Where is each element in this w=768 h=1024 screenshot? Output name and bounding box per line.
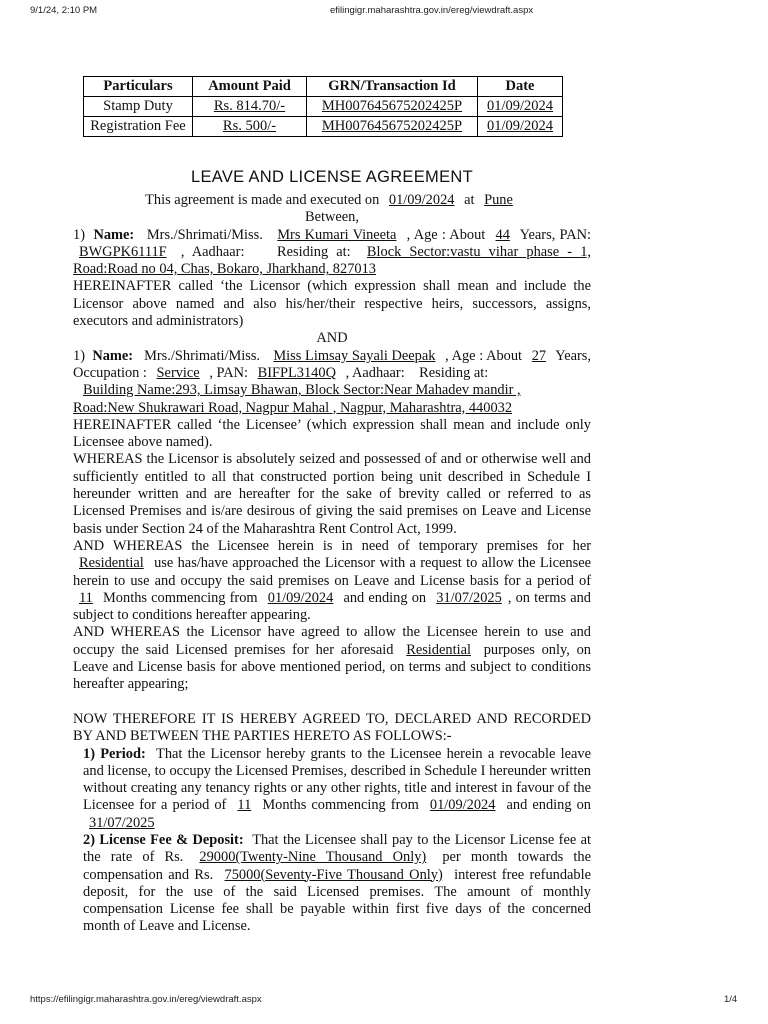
licensee-name: Miss Limsay Sayali Deepak — [273, 347, 436, 364]
cell-amount: Rs. 814.70/- — [213, 98, 286, 114]
cell-grn: MH007645675202425P — [321, 118, 463, 134]
whereas-2: AND WHEREAS the Licensee herein is in need of temporary premises for her Residential use has/have approached the Licensor with a request to allow the Licensee herein to use and occupy the said premises on Leave and License basis for a period of 11 Months commencing from 01/09/2024 and ending on 31/07/2025 , on terms and subject to conditions hereafter appearing. — [73, 537, 592, 624]
whereas-1: WHEREAS the Licensor is absolutely seized and possessed of and or otherwise well and sufficiently entitled to all that constructed portion being unit described in Schedule I hereunder written and are hereafter for the sake of brevity called or referred to as Licensed Premises and is/are desirous of giving the said premises on Leave and License basis under Section 24 of the Maharashtra Rent Control Act, 1999. — [73, 451, 591, 537]
licensor-address: Block Sector:vastu vihar phase - 1, Road:Road no 04, Chas, Bokaro, Jharkhand, 827013 — [73, 243, 591, 278]
cell-particular: Registration Fee — [84, 117, 193, 137]
col-amount: Amount Paid — [193, 77, 307, 97]
cell-particular: Stamp Duty — [84, 97, 193, 117]
and-label: AND — [316, 330, 348, 347]
period-start: 01/09/2024 — [267, 589, 334, 606]
col-grn: GRN/Transaction Id — [307, 77, 478, 97]
licensee-pan: BIFPL3140Q — [257, 364, 336, 381]
whereas-3: AND WHEREAS the Licensor have agreed to allow the Licensee herein to use and occupy the said Licensed premises for her aforesaid Residential purposes only, on Leave and License basis for above mentioned period, on terms and subject to conditions hereafter appearing; — [73, 624, 591, 693]
licensee-occupation: Service — [156, 364, 200, 381]
page-number: 1/4 — [724, 994, 738, 1005]
licensor-age: 44 — [495, 226, 510, 243]
print-url: https://efilingigr.maharashtra.gov.in/ereg/viewdraft.aspx — [30, 994, 262, 1005]
clause-end: 31/07/2025 — [89, 814, 155, 831]
clause-months: 11 — [237, 797, 252, 814]
cell-date: 01/09/2024 — [486, 98, 554, 114]
licensor-pan: BWGPK6111F — [79, 243, 167, 260]
agreement-date: 01/09/2024 — [388, 192, 455, 208]
fees-header-row — [84, 77, 563, 97]
cell-grn: MH007645675202425P — [321, 98, 463, 114]
agreement-body — [73, 192, 591, 936]
table-row — [84, 97, 563, 117]
period-end: 31/07/2025 — [436, 589, 502, 606]
col-particulars: Particulars — [84, 77, 193, 97]
cell-date: 01/09/2024 — [486, 118, 554, 134]
licensee-age: 27 — [531, 347, 547, 364]
agreement-place: Pune — [484, 192, 513, 208]
licensor-hereinafter: HEREINAFTER called ‘the Licensor (which expression shall mean and include the Licensor above named and also his/her/their respective heirs, successors, assigns, executors and administrators) — [73, 278, 591, 330]
licensee-hereinafter: HEREINAFTER called ‘the Licensee’ (which expression shall mean and include only Licensee above named). — [73, 416, 591, 451]
between-label: Between, — [305, 209, 359, 226]
clause-start: 01/09/2024 — [429, 797, 496, 814]
licensee-address-2: Road:New Shukrawari Road, Nagpur Mahal , Nagpur, Maharashtra, 440032 — [73, 399, 513, 416]
intro-line: This agreement is made and executed on 01/09/2024 at Pune — [73, 192, 591, 209]
license-fee-amount: 29000(Twenty-Nine Thousand Only) — [199, 849, 427, 866]
print-page-title: efilingigr.maharashtra.gov.in/ereg/viewdraft.aspx — [330, 5, 534, 16]
col-date: Date — [478, 77, 563, 97]
table-row — [84, 117, 563, 137]
clause-license-fee: 2) License Fee & Deposit: That the Licensee shall pay to the Licensor License fee at the rate of Rs. 29000(Twenty-Nine Thousand Only) per month towards the compensation and Rs. 75000(Seventy-Five Thousand Only) interest free refundable deposit, for the use of the said Licensed premises. The amount of monthly compensation License fee shall be payable within first five days of the concerned month of Leave and License. — [83, 831, 592, 935]
clause-period: 1) Period: That the Licensor hereby grants to the Licensee herein a revocable leave and license, to occupy the Licensed Premises, described in Schedule I hereunder written without creating any tenancy rights or any other rights, title and interest in favour of the Licensee for a period of 11 Months commencing from 01/09/2024 and ending on 31/07/2025 — [83, 745, 591, 831]
deposit-amount: 75000(Seventy-Five Thousand Only) — [224, 866, 443, 883]
licensor-details: 1) Name: Mrs./Shrimati/Miss. Mrs Kumari Vineeta , Age : About 44 Years, PAN: BWGPK6111F , Aadhaar: Residing at: Block Sector:vastu vihar phase - 1, Road:Road no 04, Chas, Bokaro, Jharkhand, 827013 — [73, 226, 591, 278]
fees-table — [83, 76, 563, 137]
licensee-details: 1) Name: Mrs./Shrimati/Miss. Miss Limsay Sayali Deepak , Age : About 27 Years, Occupation : Service , PAN: BIFPL3140Q , Aadhaar: Residing at: Building Name:293, Limsay Bhawan, Block Sector:Near Mahadev mandir , Road:New Shukrawari Road, Nagpur Mahal , Nagpur, Maharashtra, 440032 — [73, 347, 591, 416]
now-therefore: NOW THEREFORE IT IS HEREBY AGREED TO, DECLARED AND RECORDED BY AND BETWEEN THE PARTIES HERETO AS FOLLOWS:- — [73, 710, 591, 745]
document-title: LEAVE AND LICENSE AGREEMENT — [191, 168, 473, 186]
licensor-name: Mrs Kumari Vineeta — [277, 226, 397, 243]
cell-amount: Rs. 500/- — [222, 118, 277, 134]
use-type: Residential — [406, 641, 471, 658]
licensee-address: Building Name:293, Limsay Bhawan, Block Sector:Near Mahadev mandir , — [83, 382, 521, 399]
use-type: Residential — [79, 555, 144, 572]
period-months: 11 — [79, 589, 93, 606]
print-datetime: 9/1/24, 2:10 PM — [30, 5, 98, 16]
